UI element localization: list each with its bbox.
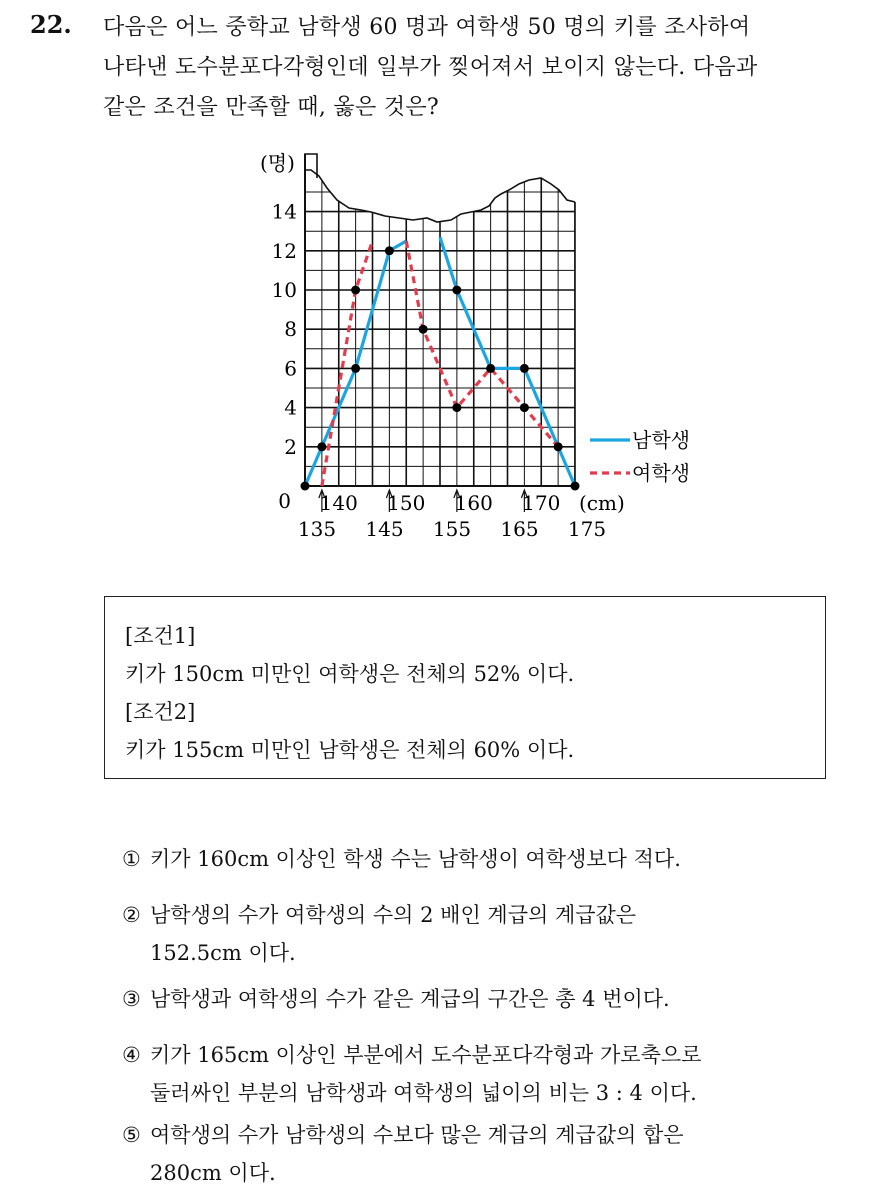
condition-2-title: [조건2] <box>125 700 196 724</box>
y-tick-label: 14 <box>271 199 297 224</box>
option-3[interactable] <box>122 980 862 1018</box>
x-axis-label: (cm) <box>579 491 625 515</box>
data-point <box>452 286 461 295</box>
x-tick-label-lower: 165 <box>500 517 539 541</box>
question-line: 같은 조건을 만족할 때, 옳은 것은? <box>103 95 440 120</box>
option-number: ② <box>122 903 141 927</box>
question-number: 22. <box>30 10 72 39</box>
question-text <box>103 8 873 128</box>
y-tick-label: 2 <box>284 434 297 459</box>
y-tick-label: 4 <box>284 395 297 420</box>
data-point <box>520 364 529 373</box>
series-line-girls <box>406 241 558 447</box>
origin-label: 0 <box>278 489 291 513</box>
x-tick-label-lower: 145 <box>365 517 404 541</box>
legend-label: 여학생 <box>632 461 690 485</box>
series-line-girls <box>322 241 373 486</box>
data-point <box>554 442 563 451</box>
option-2[interactable] <box>122 896 862 972</box>
data-point <box>301 482 310 491</box>
x-tick-label-lower: 175 <box>567 517 607 541</box>
x-tick-label-upper: 170 <box>522 491 561 515</box>
x-tick-label-upper: 150 <box>387 491 426 515</box>
data-point <box>419 325 428 334</box>
option-text-cont: 둘러싸인 부분의 남학생과 여학생의 넓이의 비는 3 : 4 이다. <box>150 1081 697 1105</box>
y-tick-label: 6 <box>284 356 297 381</box>
option-text-cont: 152.5cm 이다. <box>150 941 296 965</box>
x-tick-label-lower: 135 <box>297 517 337 541</box>
option-text: 남학생과 여학생의 수가 같은 계급의 구간은 총 4 번이다. <box>150 987 670 1011</box>
x-tick-label-upper: 160 <box>454 491 493 515</box>
data-point <box>385 246 394 255</box>
option-text: 키가 160cm 이상인 학생 수는 남학생이 여학생보다 적다. <box>150 847 681 871</box>
frequency-polygon-chart <box>230 150 730 550</box>
data-point <box>317 442 326 451</box>
option-text: 키가 165cm 이상인 부분에서 도수분포다각형과 가로축으로 <box>150 1043 702 1067</box>
y-tick-label: 8 <box>284 317 297 342</box>
y-tick-label: 12 <box>271 238 297 263</box>
condition-1-text: 키가 150cm 미만인 여학생은 전체의 52% 이다. <box>125 662 575 686</box>
option-number: ⑤ <box>122 1123 141 1147</box>
y-axis-label: (명) <box>260 151 295 175</box>
option-1[interactable] <box>122 840 862 878</box>
data-point <box>452 403 461 412</box>
y-tick-label: 10 <box>271 278 297 302</box>
option-5[interactable] <box>122 1116 862 1192</box>
data-point <box>486 364 495 373</box>
condition-2-text: 키가 155cm 미만인 남학생은 전체의 60% 이다. <box>125 738 575 762</box>
torn-notch <box>305 154 317 178</box>
data-point <box>571 482 580 491</box>
option-text: 남학생의 수가 여학생의 수의 2 배인 계급의 계급값은 <box>150 903 637 927</box>
chart-grid <box>305 150 575 486</box>
condition-box <box>104 596 826 779</box>
option-4[interactable] <box>122 1036 862 1112</box>
x-tick-label-upper: 140 <box>319 491 358 515</box>
option-text: 여학생의 수가 남학생의 수보다 많은 계급의 계급값의 합은 <box>150 1123 684 1147</box>
x-tick-label-lower: 155 <box>432 517 472 541</box>
option-number: ③ <box>122 987 141 1011</box>
question-line: 나타낸 도수분포다각형인데 일부가 찢어져서 보이지 않는다. 다음과 <box>103 55 758 80</box>
chart-svg <box>230 150 730 550</box>
legend-label: 남학생 <box>632 428 690 452</box>
option-number: ④ <box>122 1043 141 1067</box>
data-point <box>520 403 529 412</box>
condition-1-title: [조건1] <box>125 624 196 648</box>
option-text-cont: 280cm 이다. <box>150 1161 276 1185</box>
question-line: 다음은 어느 중학교 남학생 60 명과 여학생 50 명의 키를 조사하여 <box>103 15 751 40</box>
data-point <box>351 364 360 373</box>
torn-edge <box>305 170 575 222</box>
data-point <box>351 286 360 295</box>
option-number: ① <box>122 847 141 871</box>
